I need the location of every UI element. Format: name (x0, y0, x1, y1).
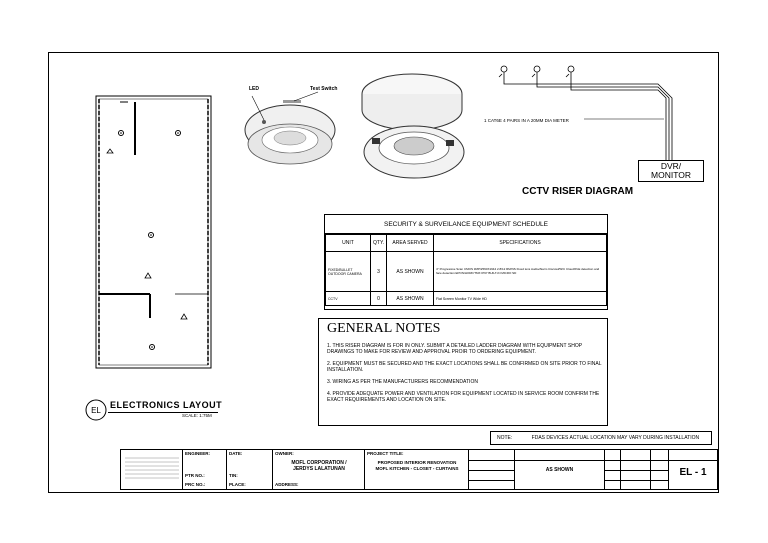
sheet-number: EL - 1 (679, 467, 707, 478)
schedule-qty-cell: 3 (371, 252, 387, 292)
cable-note: 1 CAT6E 4 PAIRS IN A 20MM DIA METER (484, 118, 569, 123)
fdas-note-label: NOTE: (497, 435, 513, 441)
title-block-project-cell (365, 450, 469, 489)
schedule-spec-cell: Flat Screen Monitor TV Wide HD (434, 292, 607, 306)
schedule-header-area: AREA SERVED (387, 235, 434, 252)
general-notes (318, 318, 608, 426)
dvr-label-line-2: MONITOR (651, 170, 691, 180)
schedule-area-cell: AS SHOWN (387, 252, 434, 292)
title-block-scale-cell (515, 450, 605, 489)
project-title-value: PROPOSED INTERIOR RENOVATION MOFL KITCHEN - CLOSET - CURTAINS (375, 460, 459, 471)
smoke-detector-illustration (238, 88, 348, 178)
fdas-note (490, 431, 712, 445)
fine-print-lines (123, 454, 183, 484)
general-notes-list (319, 343, 607, 403)
detector-base-illustration (354, 68, 476, 192)
floor-plan (90, 90, 220, 380)
address-label: ADDRESS: (275, 482, 299, 487)
fdas-note-text: FDAS DEVICES ACTUAL LOCATION MAY VARY DURING INSTALLATION (531, 435, 700, 441)
test-switch-label: Test Switch (310, 86, 338, 92)
date-label: DATE: (229, 451, 243, 456)
list-item: 3. WIRING AS PER THE MANUFACTURERS RECOMMENDATION (327, 379, 478, 385)
schedule-table (325, 234, 607, 306)
title-block-meta-cell (469, 450, 515, 489)
prc-label: PRC NO.: (185, 482, 206, 487)
dvr-label-line-1: DVR/ (660, 161, 682, 171)
engineer-label: ENGINEER: (185, 451, 211, 456)
title-block-rev-col-1 (605, 450, 621, 489)
table-row (326, 292, 607, 306)
place-label: PLACE: (229, 482, 246, 487)
title-block (120, 449, 718, 490)
schedule-header-qty: QTY. (371, 235, 387, 252)
riser-diagram-title: CCTV RISER DIAGRAM (522, 186, 634, 197)
layout-title: ELECTRONICS LAYOUT (110, 400, 223, 410)
list-item: 4. PROVIDE ADEQUATE POWER AND VENTILATION FOR EQUIPMENT LOCATED IN SERVICE ROOM CONFIRM THE EXACT REQUIREMENTS AND LOCATION ON SITE. (327, 391, 600, 403)
ptr-label: PTR NO.: (185, 473, 205, 478)
title-block-notes-cell (121, 450, 183, 489)
tin-label: TIN: (229, 473, 238, 478)
layout-badge-text: EL (91, 406, 101, 415)
table-row (326, 252, 607, 292)
general-notes-title: GENERAL NOTES (327, 321, 441, 336)
schedule-qty-cell: 0 (371, 292, 387, 306)
owner-label: OWNER: (275, 451, 294, 456)
title-block-owner-cell (273, 450, 365, 489)
project-title-label: PROJECT TITLE: (367, 451, 404, 456)
led-label: LED (249, 86, 259, 92)
schedule-unit-cell: FIXED/BULLET OUTDOOR CAMERA (326, 252, 371, 292)
schedule-unit-cell: CCTV (326, 292, 371, 306)
schedule-header-unit: UNIT (326, 235, 371, 252)
schedule-header-spec: SPECIFICATIONS (434, 235, 607, 252)
title-block-date-cell (227, 450, 273, 489)
list-item: 1. THIS RISER DIAGRAM IS FOR IN ONLY. SUBMIT A DETAILED LADDER DIAGRAM WITH EQUIPMENT SHOP DRAWINGS TO MAKE FOR REVIEW AND APPROVAL PROIR TO ORDERING EQUIPMENT. (327, 343, 582, 355)
title-block-rev-col-3 (651, 450, 669, 489)
title-block-sheet-cell (669, 450, 717, 489)
schedule-spec-cell: 4" Progressive Scan CMOS 3MP/2560X1944 2.8/12 RM/NS Fixed lens Audio/Alarm Ciscowl/W/C Cloud/PoE detection and face detection EPON/HORF/TMX IP67 BUILT-IN MICRO SD (434, 252, 607, 292)
dvr-monitor-box (638, 160, 704, 182)
schedule-title: SECURITY & SURVEILANCE EQUIPMENT SCHEDULE (325, 215, 607, 234)
schedule-area-cell: AS SHOWN (387, 292, 434, 306)
list-item: 2. EQUIPMENT MUST BE SECURED AND THE EXACT LOCATIONS SHALL BE CONFIRMED ON SITE PRIOR TO FINAL INSTALLATION. (327, 361, 602, 373)
equipment-schedule (324, 214, 608, 310)
title-block-rev-col-2 (621, 450, 651, 489)
layout-scale: SCALE: 1:75M (182, 413, 212, 418)
owner-value: MOFL CORPORATION / JERDYS LALATUNAN (291, 460, 347, 472)
scale-value: AS SHOWN (545, 467, 574, 473)
schedule-header-row (326, 235, 607, 252)
title-block-engineer-cell (183, 450, 227, 489)
